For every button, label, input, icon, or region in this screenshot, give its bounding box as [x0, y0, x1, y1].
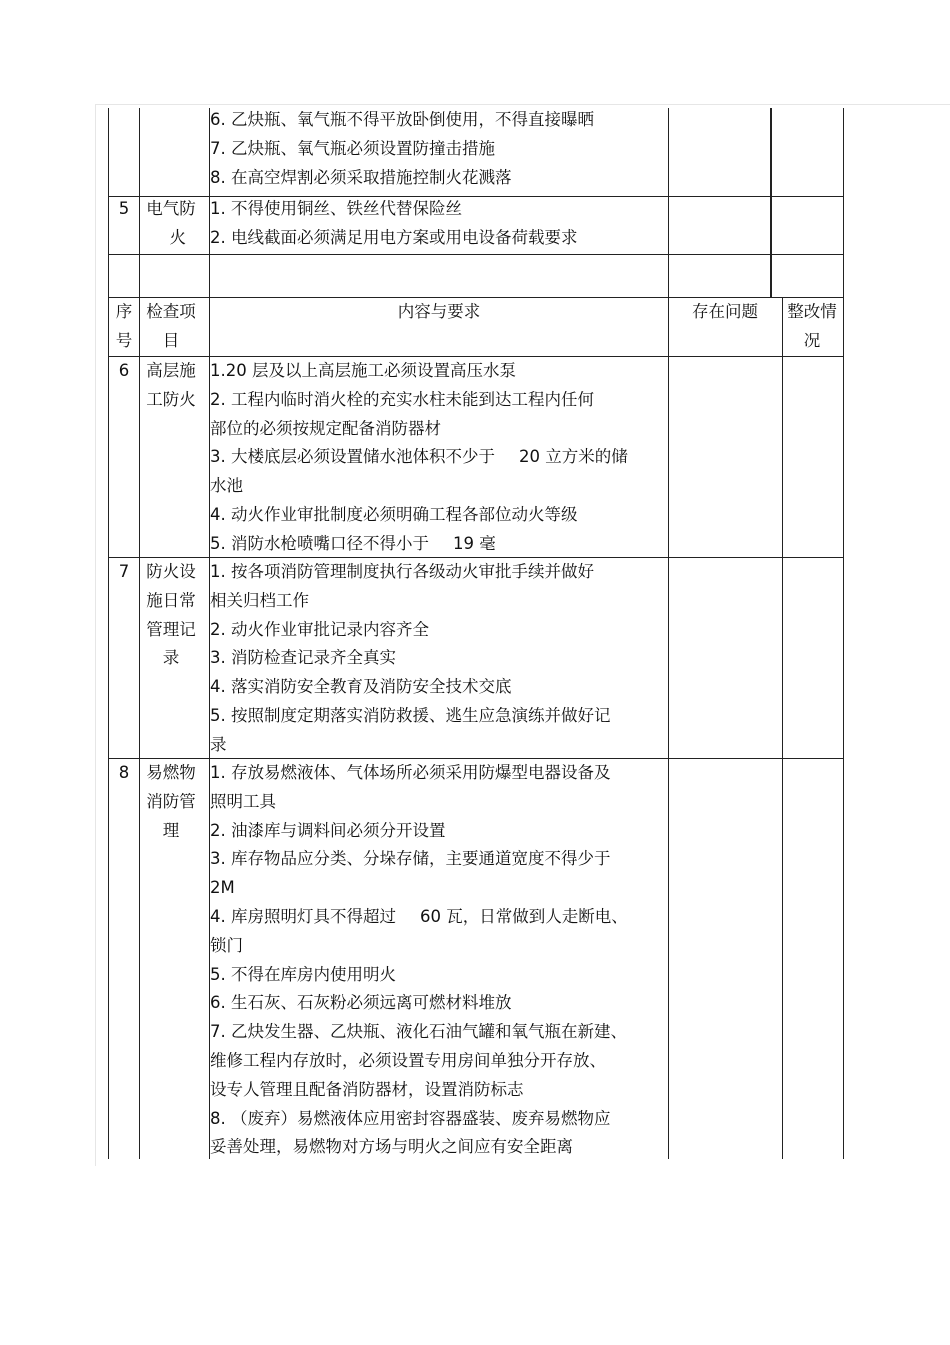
continued-content-cell [210, 106, 594, 192]
content-line: 5. 不得在库房内使用明火 [210, 964, 396, 984]
check-item-5: 电气防 火 [146, 199, 196, 247]
content-line: 1. 不得使用铜丝、铁丝代替保险丝 [210, 199, 462, 218]
page-edge-left [95, 104, 96, 1166]
content-line: 6. 乙炔瓶、氧气瓶不得平放卧倒使用，不得直接曝晒 [210, 110, 594, 129]
content-line: 2. 动火作业审批记录内容齐全 [210, 619, 429, 639]
content-cell-7 [210, 558, 611, 760]
content-cell-8 [210, 759, 628, 1162]
content-line: 4. 库房照明灯具不得超过 60 瓦，日常做到人走断电、 [210, 906, 628, 926]
content-cell-5 [210, 195, 578, 253]
content-line: 照明工具 [210, 791, 276, 811]
content-line: 2. 工程内临时消火栓的充实水柱未能到达工程内任何 [210, 389, 594, 409]
content-line: 3. 大楼底层必须设置储水池体积不少于 20 立方米的储 [210, 447, 628, 467]
content-line: 1. 存放易燃液体、气体场所必须采用防爆型电器设备及 [210, 763, 611, 782]
content-line: 相关归档工作 [210, 590, 309, 610]
check-item-7: 防火设 施日常 管理记 录 [146, 562, 196, 668]
content-line: 8. 在高空焊割必须采取措施控制火花溅落 [210, 167, 512, 187]
row-number-5: 5 [118, 199, 130, 218]
content-line: 4. 落实消防安全教育及消防安全技术交底 [210, 677, 512, 697]
content-line: 维修工程内存放时，必须设置专用房间单独分开存放、 [210, 1050, 606, 1070]
content-line: 4. 动火作业审批制度必须明确工程各部位动火等级 [210, 504, 578, 524]
content-line: 5. 按照制度定期落实消防救援、逃生应急演练并做好记 [210, 705, 611, 725]
content-line: 设专人管理且配备消防器材，设置消防标志 [210, 1079, 524, 1099]
check-item-8: 易燃物 消防管 理 [146, 763, 196, 840]
header-content: 内容与要求 [397, 302, 481, 321]
content-cell-6 [210, 357, 628, 559]
header-problem: 存在问题 [692, 302, 758, 321]
content-line: 1. 按各项消防管理制度执行各级动火审批手续并做好 [210, 562, 594, 581]
content-line: 5. 消防水枪喷嘴口径不得小于 19 毫 [210, 533, 496, 553]
header-fix: 整改情 况 [787, 302, 837, 350]
content-line: 2M [210, 878, 235, 898]
content-line: 3. 消防检查记录齐全真实 [210, 648, 396, 668]
row-number-6: 6 [118, 361, 130, 380]
content-line: 录 [210, 734, 227, 754]
page-edge-top [95, 104, 950, 105]
content-line: 2. 油漆库与调料间必须分开设置 [210, 820, 446, 840]
content-line: 锁门 [210, 935, 243, 955]
content-line: 8. （废弃）易燃液体应用密封容器盛装、废弃易燃物应 [210, 1108, 611, 1128]
content-line: 7. 乙炔发生器、乙炔瓶、液化石油气罐和氧气瓶在新建、 [210, 1022, 627, 1042]
content-line: 7. 乙炔瓶、氧气瓶必须设置防撞击措施 [210, 138, 495, 158]
header-check-item: 检查项 目 [146, 302, 196, 350]
content-line: 6. 生石灰、石灰粉必须远离可燃材料堆放 [210, 993, 512, 1013]
check-item-6: 高层施 工防火 [146, 361, 196, 409]
content-line: 3. 库存物品应分类、分垛存储，主要通道宽度不得少于 [210, 849, 611, 869]
content-line: 妥善处理，易燃物对方场与明火之间应有安全距离 [210, 1137, 573, 1157]
content-line: 部位的必须按规定配备消防器材 [210, 418, 441, 438]
content-line: 2. 电线截面必须满足用电方案或用电设备荷载要求 [210, 227, 578, 247]
header-seq: 序 号 [115, 302, 133, 350]
row-number-8: 8 [118, 763, 130, 782]
content-line: 1.20 层及以上高层施工必须设置高压水泵 [210, 361, 516, 380]
content-line: 水池 [210, 476, 243, 496]
row-number-7: 7 [118, 562, 130, 581]
